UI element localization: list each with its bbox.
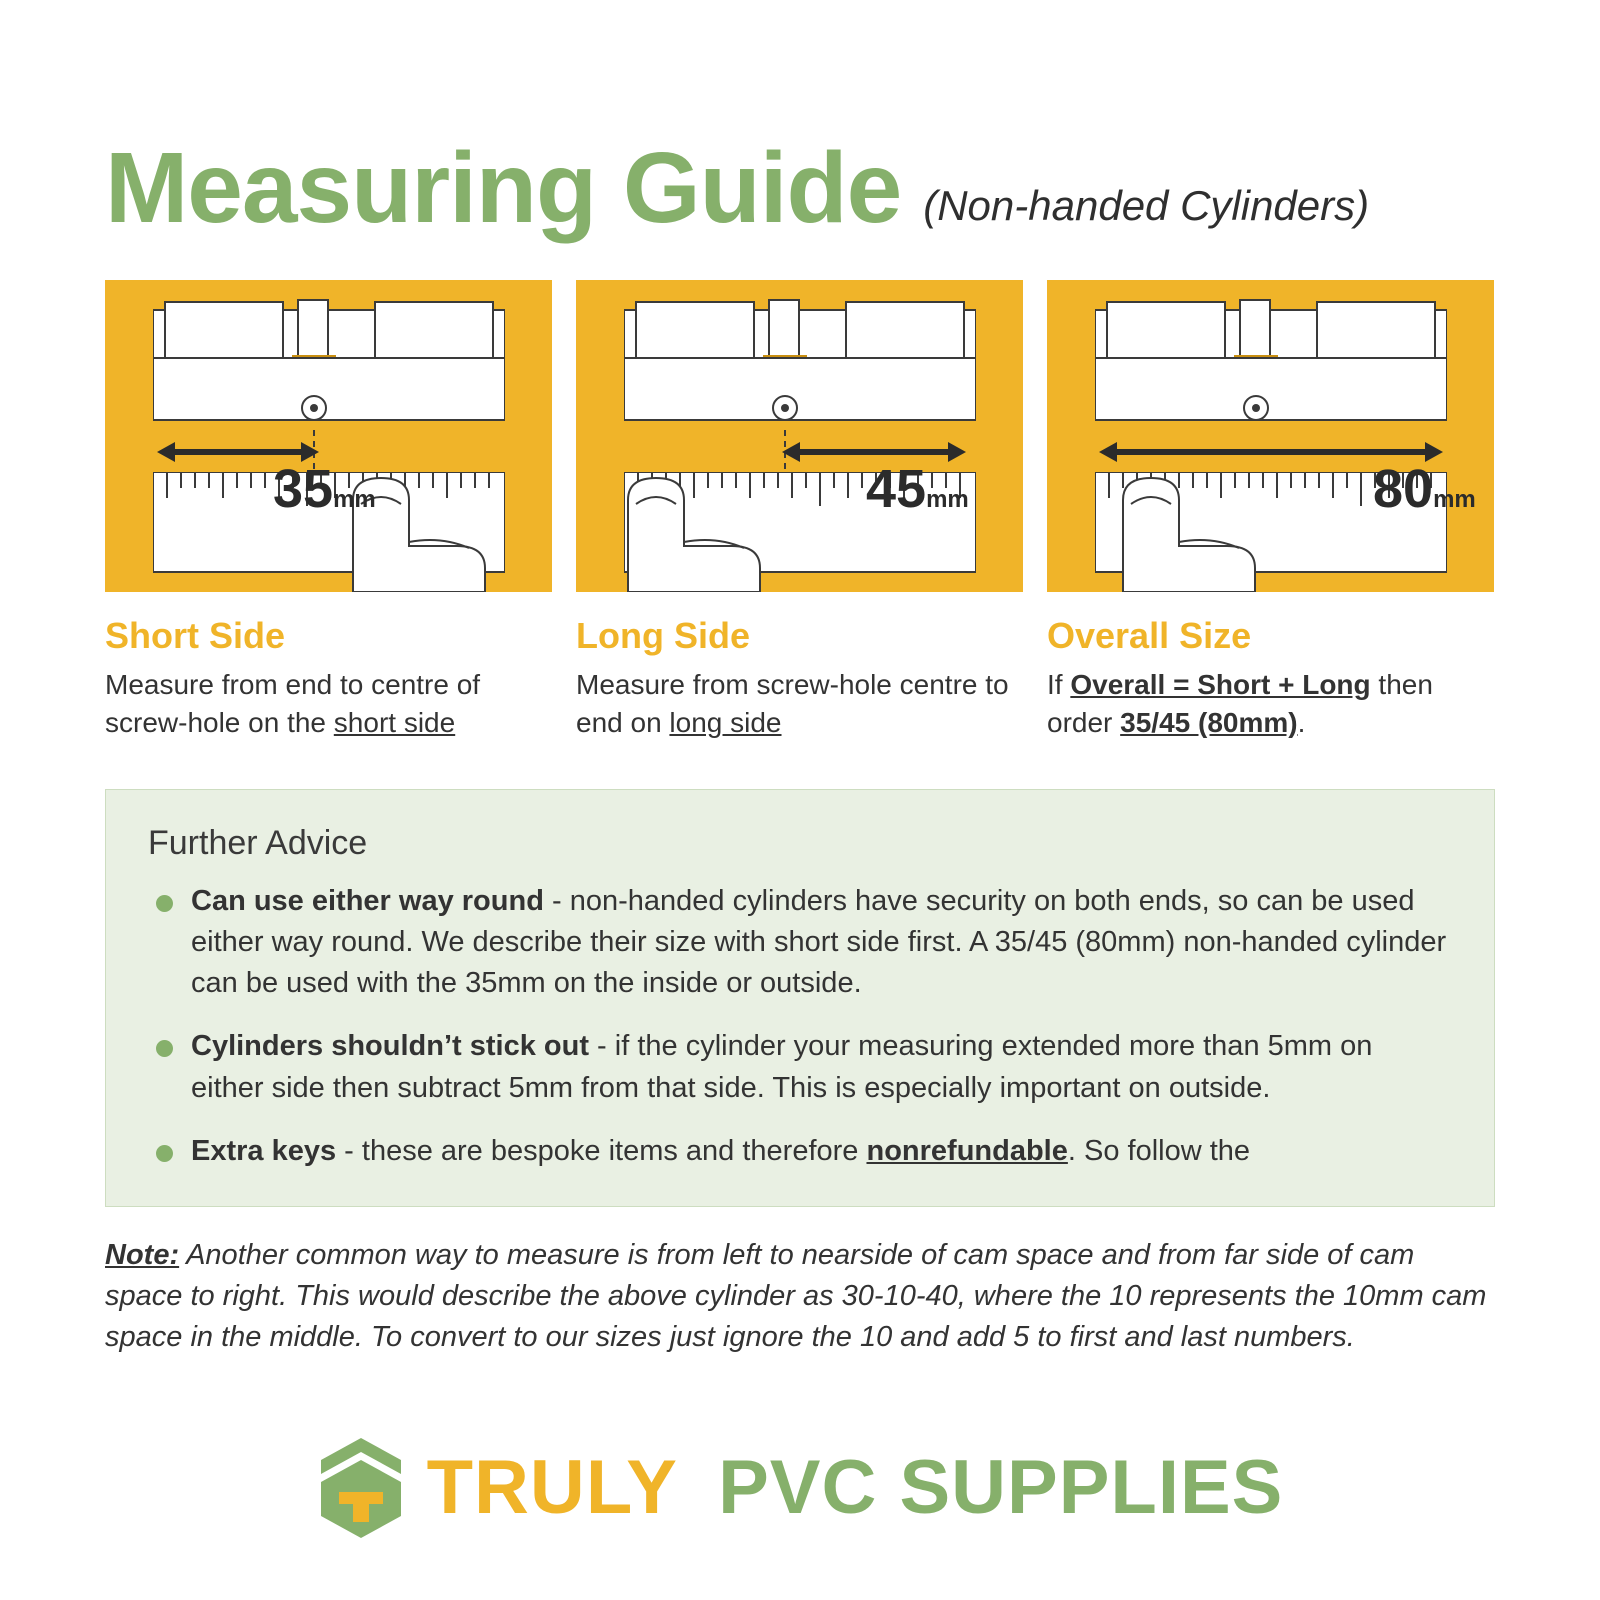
measurement-value-short: 35mm xyxy=(273,459,376,519)
panel-heading-short-side: Short Side xyxy=(105,615,286,656)
further-advice-title: Further Advice xyxy=(148,823,368,862)
figure-overall-size xyxy=(1047,280,1494,592)
page-title: Measuring Guide xyxy=(105,132,902,244)
cylinder-diagram-icon xyxy=(624,298,976,428)
note-label: Note: xyxy=(105,1238,180,1271)
bullet-icon xyxy=(156,895,173,912)
panel-short-side xyxy=(105,280,552,743)
panel-text-short-side: Measure from end to centre of screw-hole on the short side xyxy=(105,668,481,739)
further-advice-list xyxy=(148,881,1452,1172)
logo-word-truly: TRULY xyxy=(426,1445,678,1530)
measurement-value-overall: 80mm xyxy=(1373,459,1476,519)
list-item xyxy=(148,1131,1452,1172)
logo-mark-icon xyxy=(317,1434,405,1542)
bullet-icon xyxy=(156,1145,173,1162)
figure-long-side xyxy=(576,280,1023,592)
panel-text-overall-size: If Overall = Short + Long then order 35/45 (80mm). xyxy=(1047,668,1433,739)
note-body: Another common way to measure is from left to nearside of cam space and from far side of cam space to right. This would describe the above cylinder as 30-10-40, where the 10 represents the 10mm cam space in the middle. To convert to our sizes just ignore the 10 and add 5 to first and last numbers. xyxy=(105,1238,1487,1354)
bullet-icon xyxy=(156,1040,173,1057)
cylinder-diagram-icon xyxy=(1095,298,1447,428)
list-item xyxy=(148,1026,1452,1108)
further-advice-box xyxy=(105,789,1495,1207)
figure-short-side xyxy=(105,280,552,592)
panel-heading-long-side: Long Side xyxy=(576,615,750,656)
list-item xyxy=(148,881,1452,1005)
brand-logo xyxy=(0,1434,1600,1542)
measurement-value-long: 45mm xyxy=(866,459,969,519)
logo-word-pvc-supplies: PVC SUPPLIES xyxy=(718,1445,1284,1530)
panel-text-long-side: Measure from screw-hole centre to end on long side xyxy=(576,668,1009,739)
panel-heading-overall-size: Overall Size xyxy=(1047,615,1252,656)
panel-overall-size xyxy=(1047,280,1494,743)
panel-long-side xyxy=(576,280,1023,743)
advice-item-text: Cylinders shouldn’t stick out - if the cylinder your measuring extended more than 5mm on either side then subtract 5mm from that side. This is especially important on outside. xyxy=(191,1030,1373,1104)
panel-row xyxy=(105,280,1495,743)
header xyxy=(105,0,1495,244)
advice-item-text: Can use either way round - non-handed cylinders have security on both ends, so can be used either way round. We describe their size with short side first. A 35/45 (80mm) non-handed cylinder can be used with the 35mm on the inside or outside. xyxy=(191,884,1447,1000)
page-subtitle: (Non-handed Cylinders) xyxy=(923,182,1370,229)
cylinder-diagram-icon xyxy=(153,298,505,428)
note-text xyxy=(105,1235,1495,1359)
advice-item-text: Extra keys - these are bespoke items and therefore nonrefundable. So follow the xyxy=(191,1134,1251,1167)
logo-wordmark xyxy=(426,1445,1284,1530)
